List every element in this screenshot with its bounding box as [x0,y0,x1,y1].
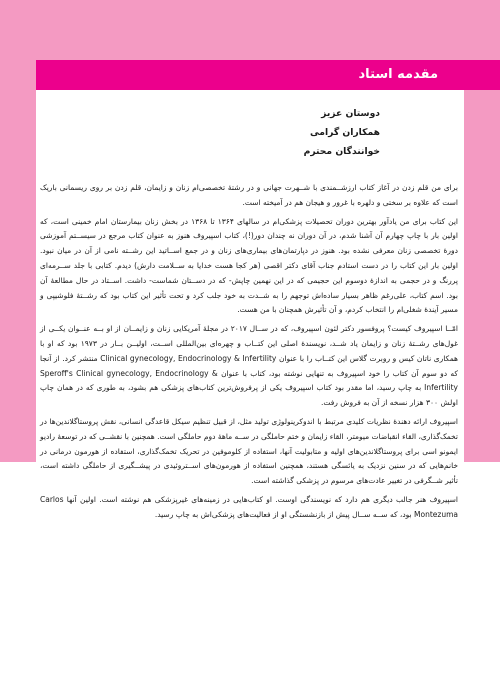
greeting-line: همکاران گرامی [310,127,380,138]
greeting-block [40,104,458,161]
main-content [40,104,458,527]
greeting-line: دوستان عزیز [321,108,380,119]
paragraph: اسپیروف هنر جالب دیگری هم دارد که نویسندگی اوست. او کتاب‌هایی در زمینه‌های غیرپزشکی هم نوشته است. اولین آنها Carlos Montezuma بود، که ســه ســال پیش از بازنشستگی او از فعالیت‌های پزشکی‌اش به چاپ رسید. [40,494,458,519]
paragraph: برای من قلم زدن در آغاز کتاب ارزشــمندی با شــهرت جهانی و در رشتهٔ تخصصی‌ام زنان و زایمان، قلم زدن بر روی ریسمانی باریک است که علاوه بر سختی و دلهره با غرور و هیجان هم در آمیخته است. [40,183,458,207]
paragraph: این کتاب برای من یادآور بهترین دوران تحصیلات پزشکی‌ام در سالهای ۱۳۶۴ تا ۱۳۶۸ در بخش زنان بیمارستان امام خمینی است، که اولین بار با چاپ چهارم آن آشنا شدم، در آن دوران نه چندان دور(!)، کتاب اسپیروف هنوز به عنوان کتاب مرجع در سیســتم آموزشی دورهٔ تخصصی زنان معرفی نشده بود. هنوز در دپارتمان‌های بیماری‌های زنان و در جمع اســاتید این رشــته نامی از آن در میان نبود. اولین بار این کتاب را در دست استادم جناب آقای دکتر اقصی (هر کجا هست خدایا به ســلامت دارش) دیدم. کتابی با جلد ســرمه‌ای پررنگ و در حجمی به اندازهٔ دوسوم این حجیمی که در این نهمین چاپش- که در دســتان شماست- داشت. اســتاد در حال مطالعهٔ آن بود. اسم کتاب، علی‌رغم ظاهر بسیار ساده‌اش توجهم را به شــدت به خود جلب کرد و تحت تأثیر این کتاب بود که رشــتهٔ فلوشیپی و مسیر آیندهٔ شغلی‌ام را انتخاب کردم، و آن تأثیرش همچنان با من هست. [40,216,458,315]
paragraph: امّــا اسپیروف کیست؟ پروفسور دکتر لئون اسپیروف، که در ســال ۲۰۱۷ در مجلهٔ آمریکایی زنان و زایمــان از او بــه عنــوان یکــی از غول‌های رشــتهٔ زنان و زایمان یاد شــد، نویسندهٔ اصلی این کتــاب و چهره‌ای بین‌المللی اســت، اولیــن بــار در ۱۹۷۳ بود که او با همکاری ناتان کیس و روبرت گلاس این کتــاب را با عنوان Clinical gynecology, Endocrinology & Infertility منتشر کرد. از آنجا که دو سوم آن کتاب را خود اسپیروف به تنهایی نوشته بود، کتاب با عنوان Speroff's Clinical gynecology, Endocrinology & Infertility به چاپ رسید، اما مقدر بود کتاب اسپیروف یکی از پرفروش‌ترین کتاب‌های پزشکی هم بشود، به طوری که در همان چاپ اولش ۳۰۰ هزار نسخه از آن به فروش رفت. [40,324,459,408]
greeting-line: خوانندگان محترم [303,146,380,157]
paragraph: اسپیروف ارائه دهندهٔ نظریات کلیدی مرتبط با اندوکرینولوژی تولید مثل، از قبیل تنظیم سیکل قاعدگی انسانی، نقش پروستاگلاندین‌ها در تخمک‌گذاری، القاء انقباضات میومتر، القاء زایمان و ختم حاملگی در ســه ماههٔ دوم حاملگی است. همچنین با نقشــی که در توسعهٔ رادیو ایمونو اسی برای پروستاگلاندین‌های اولیه و متابولیت آنها، استفاده از کلوموفین در تحریک تخمک‌گذاری، استفاده از هورمون درمانی در خانم‌هایی که در سنین نزدیک به یائسگی هستند، همچنین استفاده از هورمون‌های اســتروئیدی در پیشــگیری از حاملگی داشته است، تأثیر شــگرفی در تغییر عادت‌های مرسوم در پزشکی گذاشته است. [40,416,458,486]
page-title: مقدمه استاد [358,67,438,82]
header-bar [36,60,500,90]
